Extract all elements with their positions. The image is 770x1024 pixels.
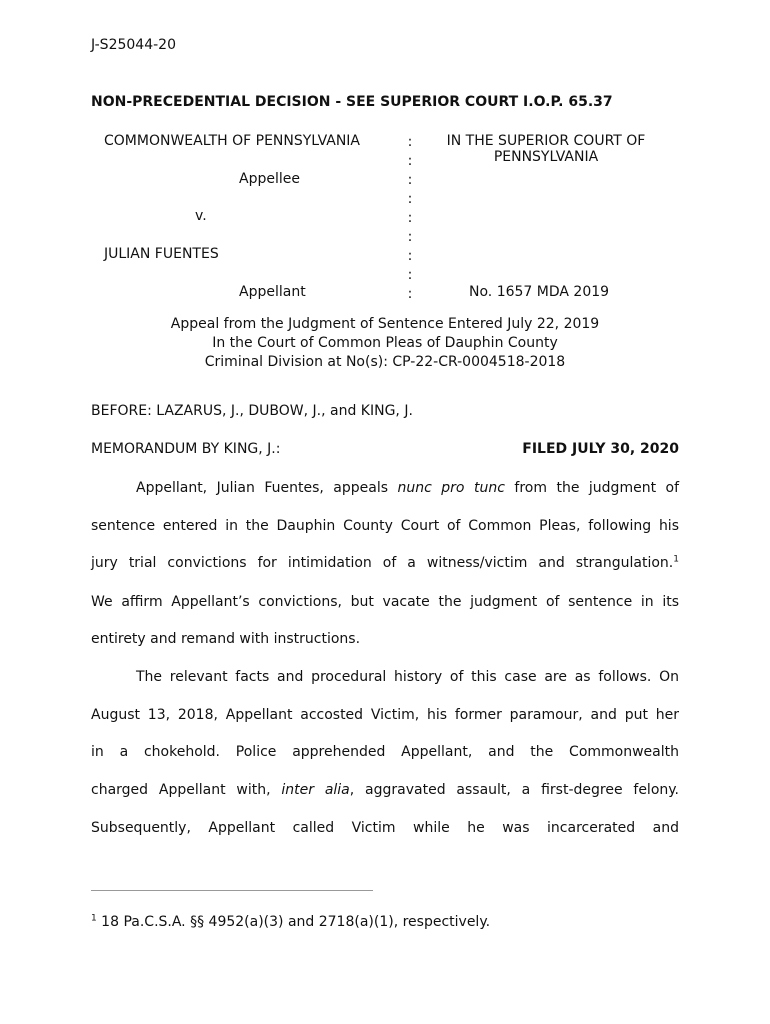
p1-latin-phrase: nunc pro tunc	[397, 480, 505, 496]
caption-versus: v.	[195, 208, 207, 224]
paragraph1-line1	[136, 478, 679, 498]
caption-colon: :	[407, 267, 413, 283]
caption-colon: :	[407, 172, 413, 188]
p2-latin-phrase: inter alia	[281, 782, 350, 798]
footnote-text: 18 Pa.C.S.A. §§ 4952(a)(3) and 2718(a)(1), respectively.	[96, 914, 491, 930]
footnote-ref: 1	[673, 554, 679, 565]
caption-colon: :	[407, 134, 413, 150]
caption-colon: :	[407, 153, 413, 169]
panel-before: BEFORE: LAZARUS, J., DUBOW, J., and KING, J.	[91, 403, 413, 419]
caption-colon: :	[407, 248, 413, 264]
filed-date: FILED JULY 30, 2020	[522, 441, 679, 457]
paragraph2-line5: Subsequently, Appellant called Victim while he was incarcerated and	[91, 820, 679, 836]
p2-text: charged Appellant with,	[91, 782, 282, 798]
caption-colon-column	[404, 133, 416, 304]
court-name-line1: IN THE SUPERIOR COURT OF	[446, 133, 646, 149]
case-number: No. 1657 MDA 2019	[469, 284, 610, 300]
caption-colon: :	[407, 229, 413, 245]
caption-colon: :	[407, 286, 413, 302]
court-name-line2: PENNSYLVANIA	[493, 149, 599, 165]
paragraph2-line1: The relevant facts and procedural history of this case are as follows. On	[136, 669, 679, 685]
footnote-marker: 1	[91, 913, 97, 924]
caption-defendant: JULIAN FUENTES	[104, 246, 219, 262]
paragraph2-line3: in a chokehold. Police apprehended Appellant, and the Commonwealth	[91, 744, 679, 760]
paragraph2-line4	[91, 780, 679, 800]
p2-text: , aggravated assault, a first-degree felony.	[349, 782, 679, 798]
footnote-separator	[91, 890, 373, 891]
paragraph1-line5: entirety and remand with instructions.	[91, 631, 361, 647]
paragraph1-line3	[91, 553, 679, 573]
appeal-info-line1: Appeal from the Judgment of Sentence Entered July 22, 2019	[170, 316, 600, 332]
paragraph1-line4: We affirm Appellant’s convictions, but vacate the judgment of sentence in its	[91, 594, 679, 610]
footnote	[91, 914, 490, 930]
p1-text: from the judgment of	[504, 480, 680, 496]
memorandum-by: MEMORANDUM BY KING, J.:	[91, 441, 281, 457]
caption-defendant-role: Appellant	[239, 284, 306, 300]
caption-plaintiff: COMMONWEALTH OF PENNSYLVANIA	[104, 133, 361, 149]
non-precedential-notice: NON-PRECEDENTIAL DECISION - SEE SUPERIOR COURT I.O.P. 65.37	[91, 94, 613, 110]
caption-plaintiff-role: Appellee	[239, 171, 300, 187]
appeal-info-line2: In the Court of Common Pleas of Dauphin County	[212, 335, 558, 351]
appeal-info	[91, 315, 679, 372]
paragraph1-line2: sentence entered in the Dauphin County Court of Common Pleas, following his	[91, 518, 679, 534]
appeal-info-line3: Criminal Division at No(s): CP-22-CR-0004518-2018	[204, 354, 566, 370]
caption-colon: :	[407, 210, 413, 226]
p1-text: jury trial convictions for intimidation of a witness/victim and strangulation.	[91, 555, 674, 571]
docket-id: J-S25044-20	[91, 37, 176, 53]
court-name	[426, 133, 666, 165]
p1-text: Appellant, Julian Fuentes, appeals	[136, 480, 398, 496]
caption-colon: :	[407, 191, 413, 207]
paragraph2-line2: August 13, 2018, Appellant accosted Victim, his former paramour, and put her	[91, 707, 679, 723]
